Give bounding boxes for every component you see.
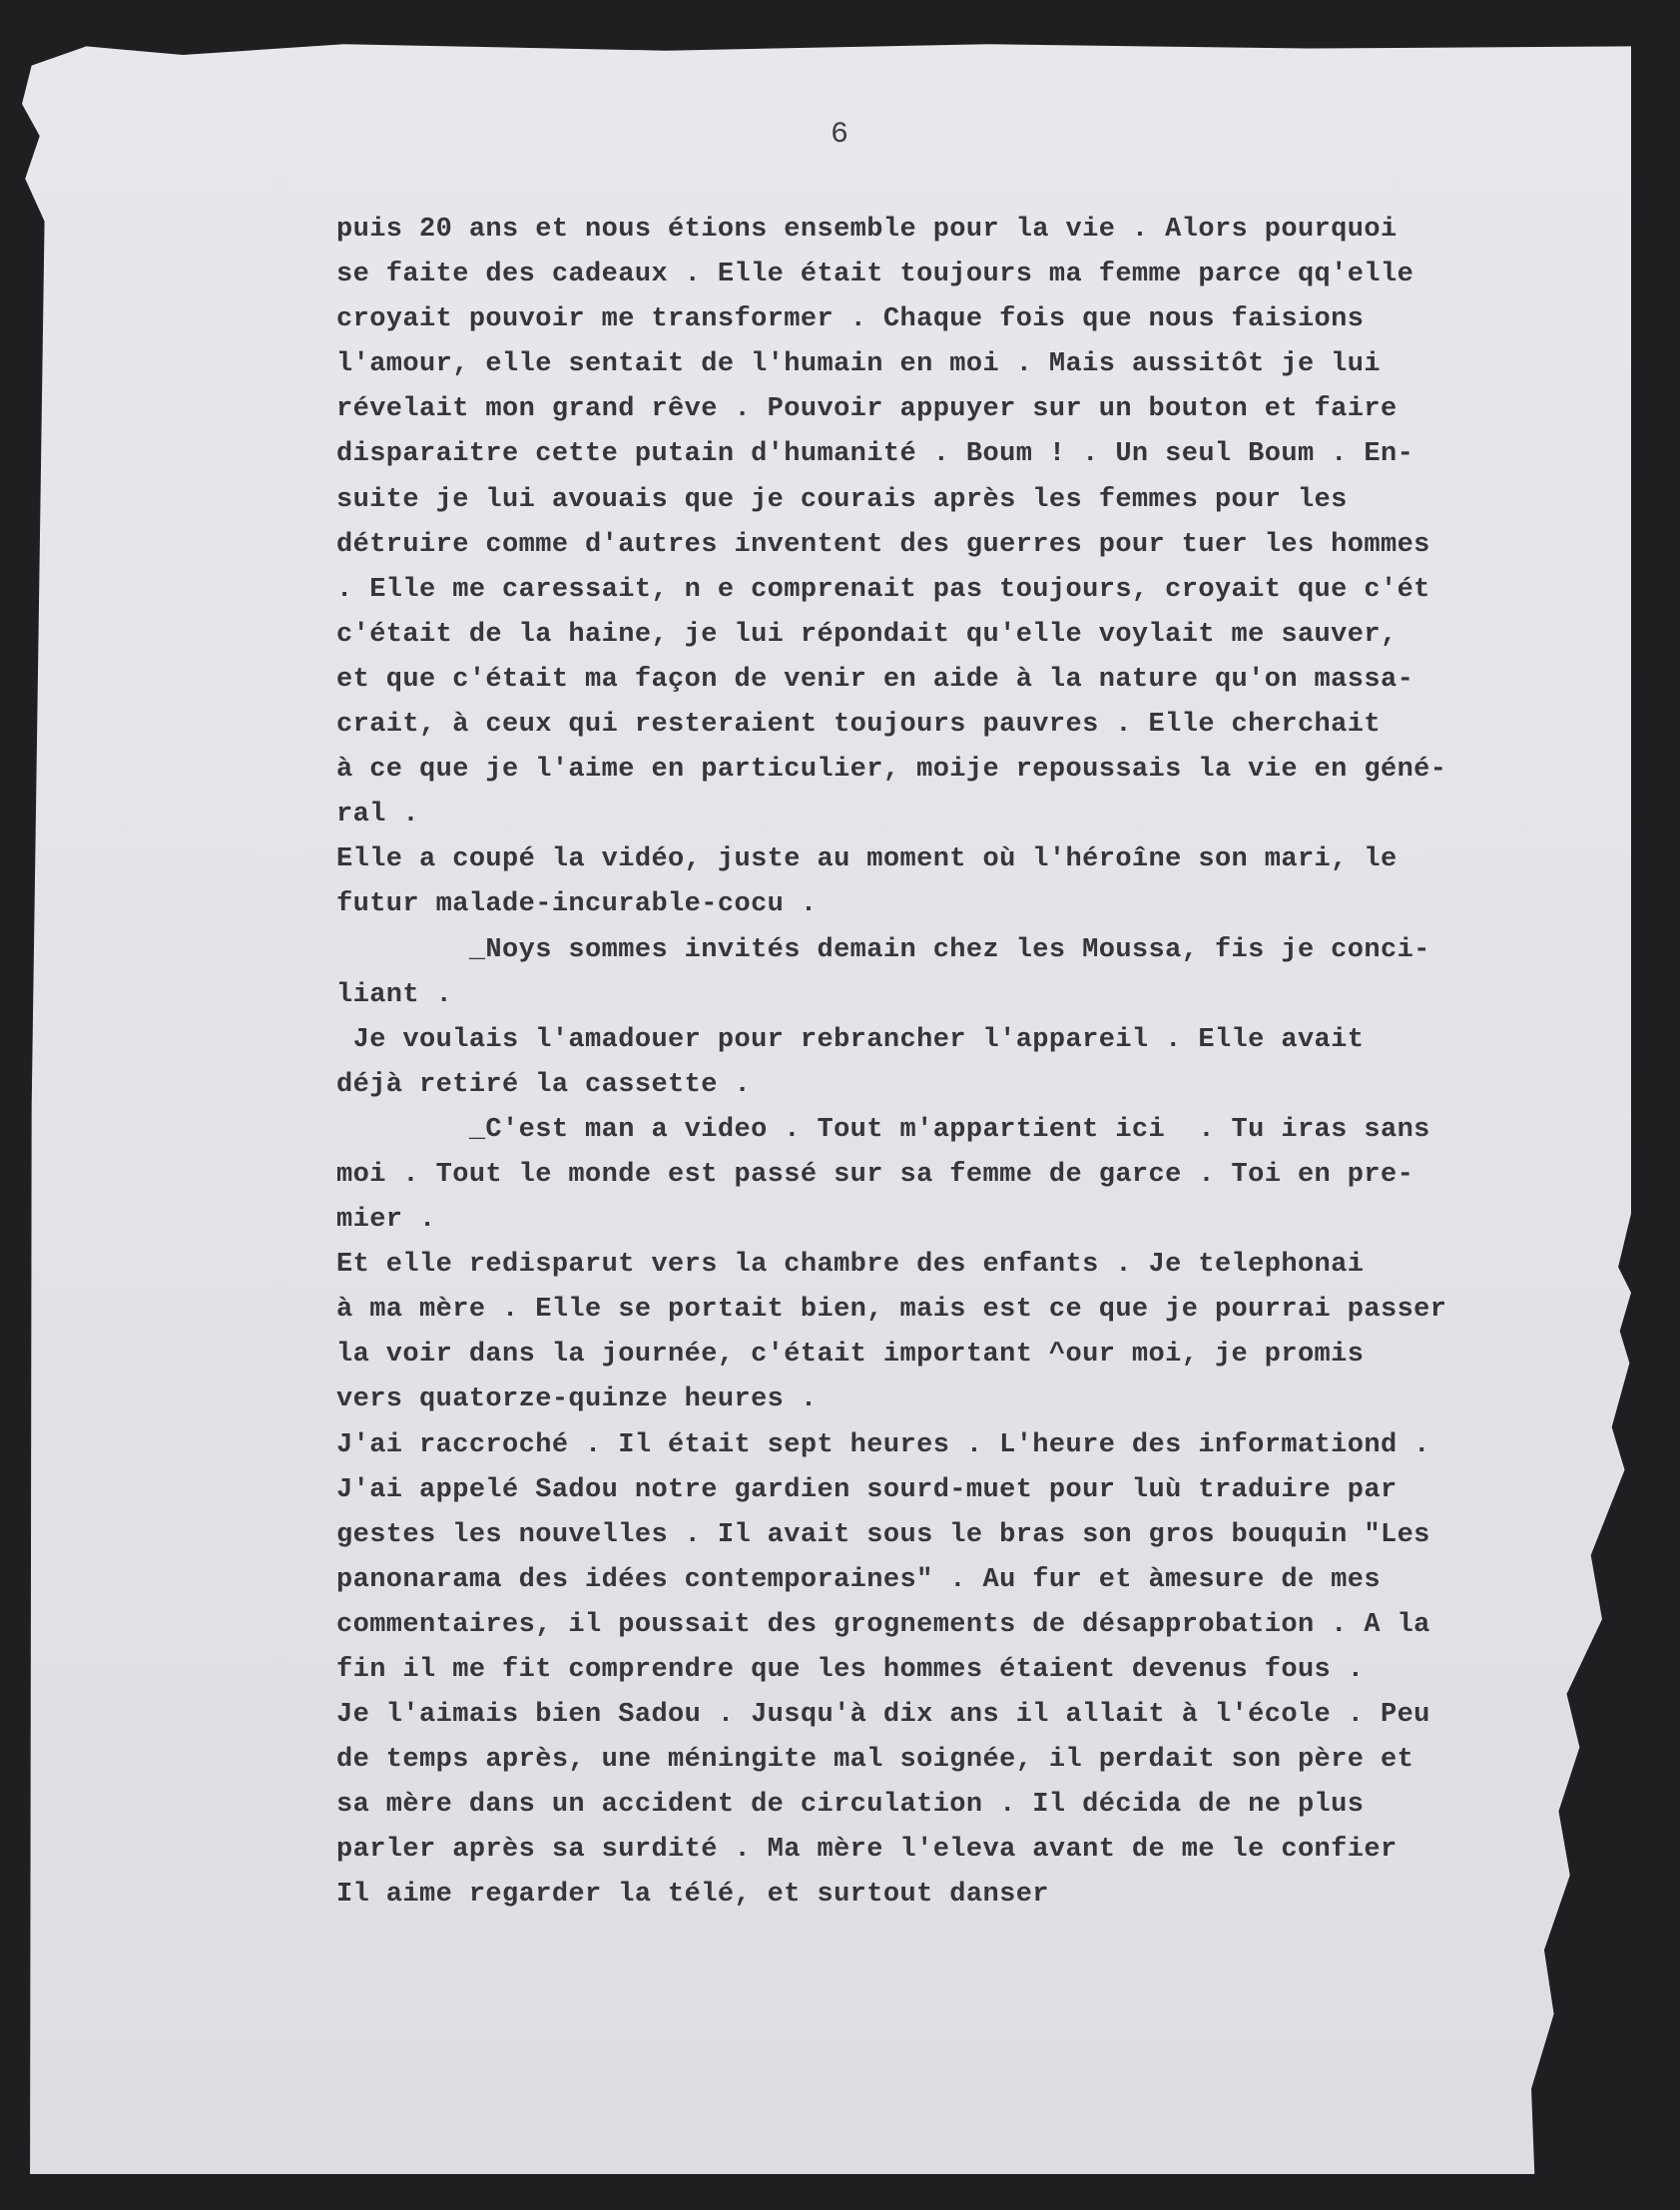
- text-line: panonarama des idées contemporaines" . Au fur et àmesure de mes: [336, 1564, 1381, 1595]
- text-line: révelait mon grand rêve . Pouvoir appuyer sur un bouton et faire: [336, 394, 1398, 425]
- text-line: futur malade-incurable-cocu .: [336, 889, 818, 920]
- text-line: parler après sa surdité . Ma mère l'eleva avant de me le confier: [336, 1835, 1398, 1866]
- text-line: _Noys sommes invités demain chez les Moussa, fis je conci-: [336, 934, 1430, 965]
- text-line: disparaitre cette putain d'humanité . Boum ! . Un seul Boum . En-: [336, 439, 1414, 470]
- text-line: sa mère dans un accident de circulation . Il décida de ne plus: [336, 1790, 1365, 1821]
- text-line: la voir dans la journée, c'était important ^our moi, je promis: [336, 1340, 1365, 1371]
- text-line: puis 20 ans et nous étions ensemble pour la vie . Alors pourquoi: [336, 215, 1398, 245]
- text-line: J'ai appelé Sadou notre gardien sourd-muet pour luù traduire par: [336, 1474, 1398, 1505]
- text-line: Il aime regarder la télé, et surtout danser: [336, 1880, 1049, 1911]
- text-line: de temps après, une méningite mal soignée, il perdait son père et: [336, 1745, 1414, 1776]
- text-line: liant .: [336, 979, 453, 1010]
- text-line: J'ai raccroché . Il était sept heures . L'heure des informationd .: [336, 1429, 1430, 1460]
- text-line: _C'est man a video . Tout m'appartient ici . Tu iras sans: [336, 1114, 1430, 1145]
- text-line: moi . Tout le monde est passé sur sa femme de garce . Toi en pre-: [336, 1159, 1414, 1190]
- page-number: 6: [830, 118, 849, 152]
- text-line: à ce que je l'aime en particulier, moije repoussais la vie en géné-: [336, 755, 1447, 786]
- text-line: ral .: [336, 800, 420, 830]
- typed-text-body: [336, 208, 1624, 1919]
- text-line: détruire comme d'autres inventent des guerres pour tuer les hommes: [336, 529, 1430, 560]
- text-line: c'était de la haine, je lui répondait qu'elle voylait me sauver,: [336, 619, 1398, 650]
- text-line: . Elle me caressait, n e comprenait pas toujours, croyait que c'ét: [336, 574, 1430, 605]
- text-line: Et elle redisparut vers la chambre des enfants . Je telephonai: [336, 1250, 1365, 1281]
- text-line: crait, à ceux qui resteraient toujours pauvres . Elle cherchait: [336, 710, 1381, 741]
- text-line: mier .: [336, 1205, 436, 1236]
- text-line: Elle a coupé la vidéo, juste au moment où l'héroîne son mari, le: [336, 844, 1398, 875]
- text-line: l'amour, elle sentait de l'humain en moi . Mais aussitôt je lui: [336, 349, 1381, 380]
- text-line: Je voulais l'amadouer pour rebrancher l'appareil . Elle avait: [336, 1024, 1365, 1055]
- text-line: déjà retiré la cassette .: [336, 1069, 752, 1100]
- text-line: commentaires, il poussait des grognements de désapprobation . A la: [336, 1609, 1430, 1640]
- text-line: croyait pouvoir me transformer . Chaque fois que nous faisions: [336, 304, 1365, 335]
- text-line: à ma mère . Elle se portait bien, mais est ce que je pourrai passer: [336, 1295, 1447, 1326]
- text-line: suite je lui avouais que je courais après les femmes pour les: [336, 484, 1348, 515]
- text-line: et que c'était ma façon de venir en aide à la nature qu'on massa-: [336, 664, 1414, 695]
- text-line: gestes les nouvelles . Il avait sous le bras son gros bouquin "Les: [336, 1519, 1430, 1550]
- text-line: fin il me fit comprendre que les hommes étaient devenus fous .: [336, 1655, 1365, 1685]
- text-line: vers quatorze-quinze heures .: [336, 1384, 818, 1415]
- text-line: Je l'aimais bien Sadou . Jusqu'à dix ans il allait à l'école . Peu: [336, 1700, 1430, 1731]
- text-line: se faite des cadeaux . Elle était toujours ma femme parce qq'elle: [336, 260, 1414, 290]
